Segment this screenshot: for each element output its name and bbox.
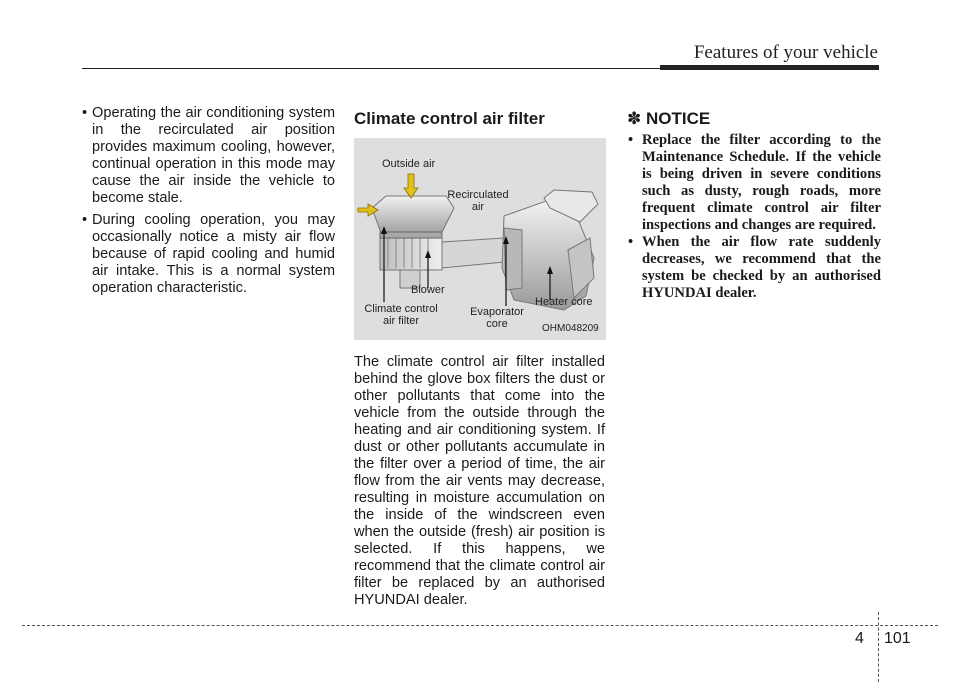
footer-divider: [878, 612, 879, 682]
page-header-title: Features of your vehicle: [693, 42, 878, 63]
column-middle: [354, 108, 606, 609]
chapter-number: 4: [855, 630, 864, 647]
bullet-item: • Operating the air conditioning system in the recirculated air position provides maximum cooling, however, continual operation in this mode may cause the air inside the vehicle to become stale.: [82, 105, 335, 207]
label-climate-filter: Climate control air filter: [364, 303, 438, 327]
body-paragraph: The climate control air filter installed behind the glove box filters the dust or other pollutants that come into the vehicle from the outside through the heating and air conditioning system. If dust or other pollutants accumulate in the filter over a period of time, the air flow from the air vents may decrease, resulting in moisture accumulation on the inside of the windscreen even when the outside (fresh) air position is selected. If this happens, we recommend that the climate control air filter be replaced by an authorised HYUNDAI dealer.: [354, 354, 605, 608]
page-number: 101: [884, 630, 911, 647]
bullet-item: • During cooling operation, you may occasionally notice a misty air flow because of rapid cooling and humid air intake. This is a normal system operation characteristic.: [82, 212, 335, 297]
notice-list: [627, 132, 881, 302]
notice-heading: ✽ NOTICE: [627, 109, 711, 128]
section-heading: Climate control air filter: [354, 109, 545, 128]
bullet-list: [82, 105, 335, 297]
column-right: [627, 108, 881, 302]
label-evaporator-core: Evaporator core: [470, 306, 524, 330]
column-left: [82, 105, 335, 302]
footer-rule: [22, 625, 938, 626]
label-outside-air: Outside air: [382, 158, 436, 170]
label-recirculated-air: Recirculated air: [447, 189, 509, 213]
notice-item: • When the air flow rate suddenly decreases, we recommend that the system be checked by an authorised HYUNDAI dealer.: [627, 234, 881, 302]
notice-item: • Replace the filter according to the Maintenance Schedule. If the vehicle is being driven in severe conditions such as dusty, rough roads, more frequent climate control air filter inspections and changes are required.: [627, 132, 881, 234]
hvac-diagram: [354, 138, 606, 340]
label-heater-core: Heater core: [535, 296, 593, 308]
label-blower: Blower: [411, 284, 445, 296]
header-rule-accent: [660, 65, 879, 70]
figure-code: OHM048209: [542, 323, 599, 334]
